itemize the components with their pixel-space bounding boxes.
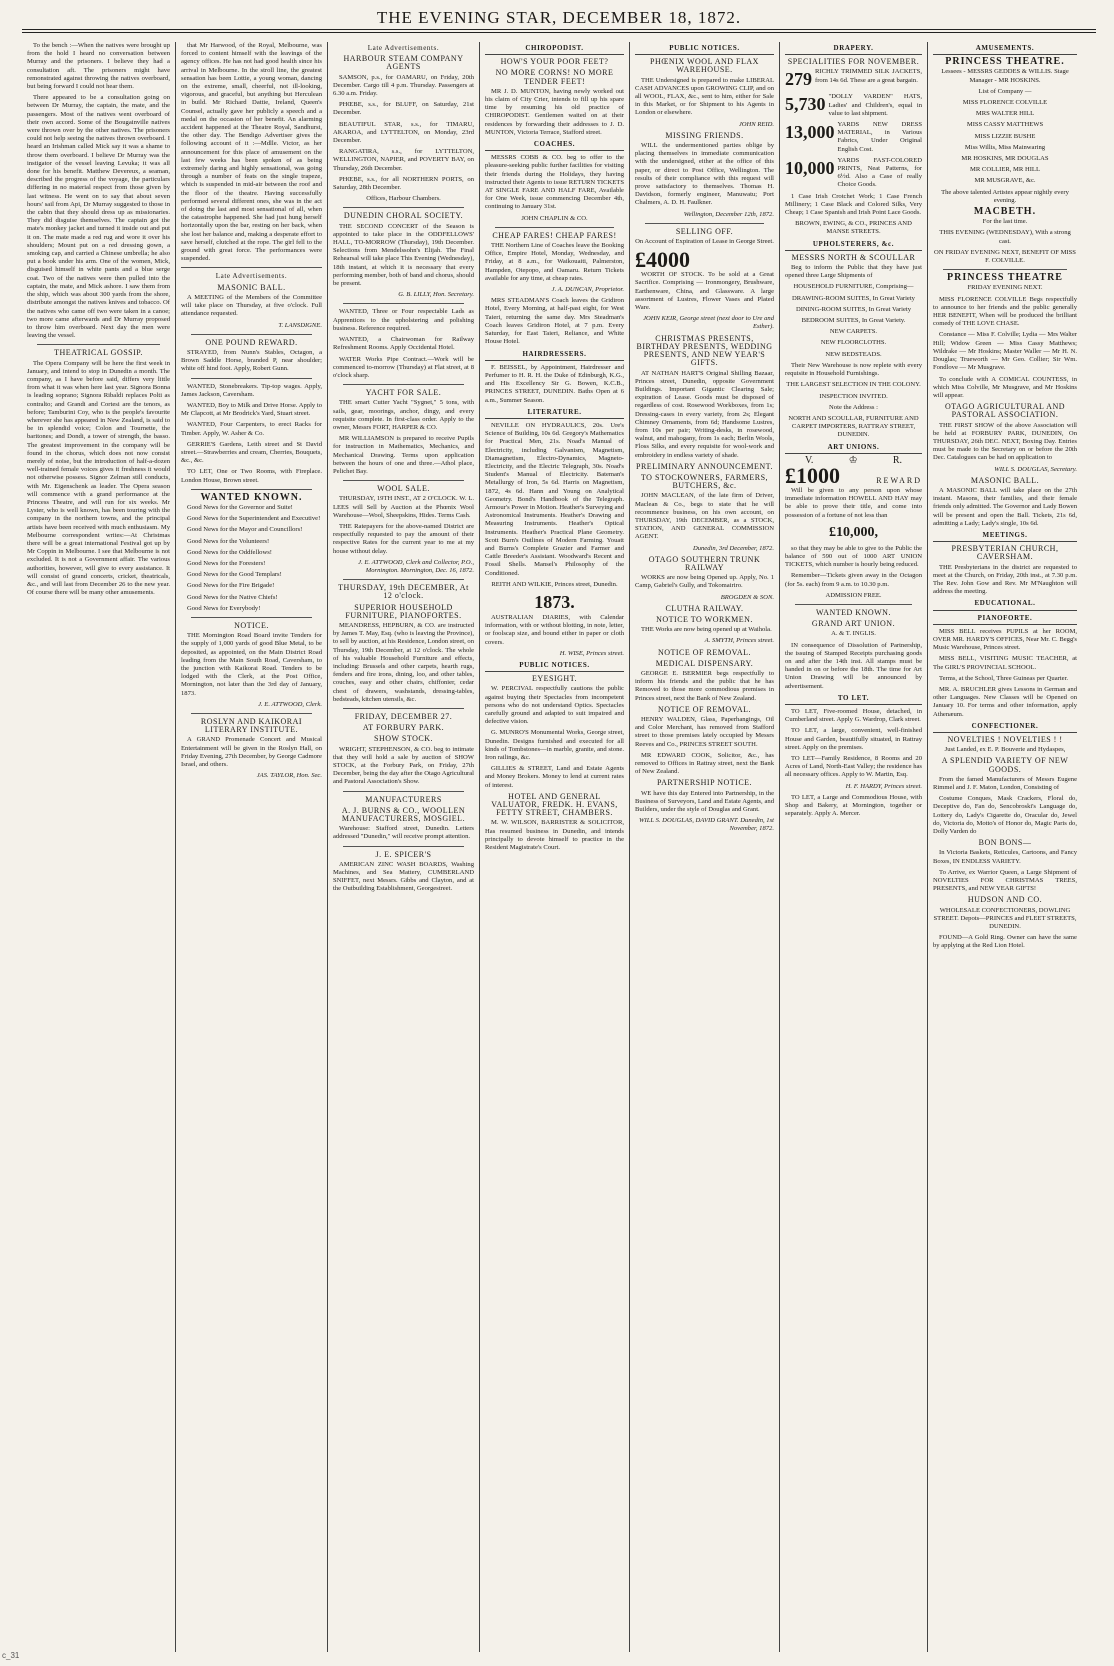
forbury-title: AT FORBURY PARK. (362, 723, 445, 733)
selling-amount: £4000 (635, 247, 690, 273)
divider (343, 303, 464, 304)
notice-body: THE Mornington Road Board invite Tenders for the supply of 1,000 yards of good Blue Metal, to be deposited, as appointed, on the Main District Road leading from the Main South Road, Caversham, to the junction with Kaikorai Road. Tenders to be lodged with the Clerk, at the Post Office, Mornington, not later than the 3rd day of January, 1873. (181, 632, 322, 697)
masthead-rule (22, 30, 1096, 33)
phoenix-sig: JOHN REID. (738, 120, 774, 128)
railway-sig: BROGDEN & SON. (720, 593, 774, 601)
speciality-item (785, 68, 922, 90)
drapery-heading: DRAPERY. (785, 44, 922, 55)
late-ads-heading: Late Advertisements. (215, 272, 288, 281)
literature-heading: LITERATURE. (485, 408, 624, 419)
missing-sig: Wellington, December 12th, 1872. (683, 210, 774, 218)
selling-title: SELLING OFF. (675, 226, 734, 236)
masonic-title: MASONIC BALL. (217, 282, 286, 292)
column-3 (328, 42, 480, 1652)
spicer-title: J. E. SPICER'S (375, 849, 432, 859)
to-let-ad: TO LET, a large, convenient, well-finished House and Garden, beautifully situated, in Rattray street. Apply on the premises. (785, 727, 922, 751)
column-7 (928, 42, 1082, 1652)
theatrical-gossip-title: THEATRICAL GOSSIP. (54, 348, 143, 358)
wanted-ad: WANTED, Stonebreakers. Tip-top wages. Apply, James Jackson, Caversham. (181, 382, 322, 398)
phoenix-title: PHŒNIX WOOL AND FLAX WAREHOUSE. (650, 57, 759, 75)
north-scoullar-title: MESSRS NORTH & SCOULLAR (791, 252, 916, 262)
show-stock-title: SHOW STOCK. (374, 734, 433, 744)
divider (343, 708, 464, 709)
masthead: THE EVENING STAR, DECEMBER 18, 1872. (22, 8, 1096, 30)
court-report-body: There appeared to be a consultation going on between Dr Murray, the captain, the mate, and the passengers. Most of the natives went overboard of their own accord. Some of the Bougainville natives were thrown over by the other natives. The prisoners could not help seeing the natives thrown overboard. I heard an Irishman called Mick say it was a shame to throw them overboard. I believe Dr Murray was the instigator of the vessel leaving Levuka; it was all done for his benefit. Matthew Devereux, a seaman, described the progress of the voyage, the particulars differing in no material respect from those given by last witness. He went on to say that about seven hours' sail from Api, Dr Murray suggested to those in the cabin that they should dress up as missionaries. They did disguise themselves. The captain got the mate's monkey jacket and turned it inside out and put it on. The mate made a red rug and wore it over his shoulders; Mount put on a red dressing gown, a smoking cap, and carried a Chinese umbrella; he also put a book under his arm. One of the women, Mick, disguised himself in white pants and a blue serge coat. Two of the natives were then pulled into the captain, the mate, and Mick ashore. I saw them from the ship, which was about 300 yards from the shore, distribute amongst the natives knives and tobacco. Of the natives who came off two were taken in a canoe; two more came afterwards and Dr Murray proposed to throw him overboard. Next day the men were leaving the vessel. (27, 94, 170, 340)
wk-line: Good News for the Good Templars! (187, 571, 282, 579)
admission-free: ADMISSION FREE. (825, 591, 882, 599)
speciality-text: "DOLLY VARDEN" HATS, Ladies' and Children's, equal in value to last shipment. (828, 93, 922, 117)
bruchler-ad: MR. A. BRUCHLER gives Lessons in German and other Languages. New Classes will be Opened on January 10. For terms and other information, apply Athenæum. (933, 686, 1077, 718)
valuator-title: HOTEL AND GENERAL VALUATOR, FREDK. H. EVANS, FETTY STREET, CHAMBERS. (491, 791, 618, 818)
wk-line: Good News for the Superintendent and Executive! (187, 515, 321, 523)
diary-body: AUSTRALIAN DIARIES, with Calendar information, with or without blotting, in note, letter, or foolscap size, and bound either in paper or cloth covers. (485, 613, 624, 646)
column-2 (176, 42, 328, 1652)
wk-line: Good News for the Governor and Suite! (187, 503, 293, 511)
partnership-title: PARTNERSHIP NOTICE. (656, 778, 753, 788)
presbyterian-title: PRESBYTERIAN CHURCH, CAVERSHAM. (951, 544, 1059, 562)
partnership-body: WE have this day Entered into Partnership, in the Business of Surveyors, Land and Estate Agents, and Builders, under the style of Douglas and Grant. (635, 789, 774, 814)
wanted-ad: WANTED, Three or Four respectable Lads as Apprentices to the upholstering and polishing business. Reference required. (333, 308, 474, 332)
company-member: MISS FLORENCE COLVILLE (962, 99, 1048, 107)
cook-ad: MR EDWARD COOK, Solicitor, &c., has removed to Offices in Rattray street, next the Bank of New Zealand. (635, 751, 774, 776)
wanted-known-list (181, 504, 322, 613)
christmas-body: AT NATHAN HART'S Original Shilling Bazaar, Princes street, Dunedin, opposite Government Buildings. Important Gigantic Clearing Sale; expiration of Lease. Goods must be disposed of regardless of cost. Rosewood Workboxes, from 1s; Dressing-cases in every variety, from 2s; Elegant Chimney Ornaments, from 6d; Handsome Lustres, from 10s per pair; Writing-desks, in rosewood, walnut, and mahogany, from 1s each; Berlin Wools, Floss Silks, and every requisite for wool-work and embroidery in endless variety of shade. (635, 369, 774, 459)
divider (495, 227, 614, 228)
educational-heading: EDUCATIONAL. (933, 599, 1077, 610)
public-notices-heading: PUBLIC NOTICES. (635, 44, 774, 55)
reward-label: REWARD (876, 475, 922, 485)
divider (191, 378, 312, 379)
walden-body: HENRY WALDEN, Glass, Paperhangings, Oil and Color Merchant, has removed from Stafford street to those premises lately occupied by Messrs Reeves and Co., PRINCES STREET SOUTH. (635, 716, 774, 748)
speciality-item (785, 121, 922, 154)
benefit-notice: ON FRIDAY EVENING NEXT, BENEFIT OF MISS F. COLVILLE. (934, 248, 1076, 265)
gossip-continued: that Mr Harwood, of the Royal, Melbourne, was forced to content himself with the leavings of the agency offices. He has not had good health since his arrival in Melbourne. In the stroll line, the greatest sensation has been Lottie, a young woman, dancing on the extreme, small, cheerful, not ill-looking, vigorous, and graceful, but anything but Herculean in build. Mr Richard Dattie, Ireland, Queen's Counsel, actually gave her publicly a speech and a medal on the occasion of her benefit. An alarming accident happened at the Theatre Royal, Sandhurst, the other day. The Bendigo Advertiser gives the following account of it :—Mdlle. Victor, as her announcement for this place of amusement on the last few weeks has been spoken of as being extremely daring and highly sensational, was going through a number of feats on the single trapeze, which is suspended in mid-air between the roof and the floor of the theatre. Having successfully performed several different ones, she was in the act of doing the last and most sensational of all, when the catastrophe happened. She had just hung herself horizontally upon the bar, resting on her back, when she lost her balance and, making a desperate effort to save herself, clutched at the rope. The girl fell to the ground with great force. The performances were suspended. (181, 42, 322, 263)
wk-line: Good News for Everybody! (187, 604, 261, 612)
uph-item: DINING-ROOM SUITES, In Great Variety (795, 305, 912, 313)
missing-body: WILL the undermentioned parties oblige by placing themselves in immediate communication with the undersigned, either at the office of this paper, or direct to Post Office, Wellington. The results of their compliance with this request will prove satisfactory to themselves. Thomas H. Davidson, formerly engineer, Manuwatu; Port Chalmers, A. D. H. Faulkner. (635, 142, 774, 207)
cheap-fares-sig: J. A. DUNCAN, Proprietor. (551, 286, 624, 294)
speciality-text: YARDS FAST-COLORED PRINTS, Neat Patterns, for 6½d. Also a Case of really Choice Goods. (837, 156, 922, 189)
grand-art-union: GRAND ART UNION. (811, 619, 896, 629)
fortune-sum: £10,000, (829, 524, 878, 540)
gillies-ad: GILLIES & STREET, Land and Estate Agents and Money Brokers. Money to lend at current rates of interest. (485, 765, 624, 789)
presbyterian-body: THE Presbyterians in the district are requested to meet at the Church, on Friday, 20th inst., at 7.30 p.m. The Rev. John Gow and Rev. Mr M'Naughton will address the meeting. (933, 563, 1077, 596)
masonic-sig: T. LANSDIGNE. (278, 321, 322, 329)
christmas-title: CHRISTMAS PRESENTS, BIRTHDAY PRESENTS, WEDDING PRESENTS, AND NEW YEAR'S GIFTS. (636, 333, 773, 368)
lessees: Lessees - MESSRS GEDDES & WILLIS. Stage Manager - MR HOSKINS. (941, 68, 1069, 84)
choral-body: THE SECOND CONCERT of the Season is appointed to take place in the ODDFELLOWS' HALL, TO-MORROW (Thursday), 19th December. Selections from Mendelssohn's Elijah. The Final Rehearsal will take place This Evening (Wednesday), 18th instant, at which it is necessary that every performing member, both of band and chorus, should be present. (333, 222, 474, 288)
wanted-ad: WANTED, Four Carpenters, to erect Racks for Timber. Apply, W. Asher & Co. (181, 421, 322, 437)
divider (343, 384, 464, 385)
uph-item: DRAWING-ROOM SUITES, In Great Variety (792, 294, 915, 302)
walden-title: NOTICE OF REMOVAL. (657, 704, 752, 714)
wanted-ad: WANTED, a Chairwoman for Railway Refreshment Rooms. Apply Occidental Hotel. (333, 336, 474, 352)
speciality-number: 13,000 (785, 122, 835, 143)
wool-title: WOOL SALE. (377, 484, 430, 494)
divider (191, 713, 312, 714)
comical-countess: To conclude with A COMICAL COUNTESS, in which Miss Colville, Mr Musgrave, and Mr Hoskins will appear. (933, 375, 1077, 399)
company-member: MR MUSGRAVE, &c. (974, 177, 1036, 185)
notice-title: NOTICE. (234, 620, 269, 630)
selling-body: WORTH OF STOCK. To be sold at a Great Sacrifice. Comprising — Ironmongery, Brushware, Earthenware, China, and Glassware. A large assortment of Lustres, Flower Vases and Plated Ware. (635, 271, 774, 312)
love-chase-cast: Constance — Miss F. Colville; Lydia — Mrs Walter Hill; Widow Green — Miss Cassy Matthews; Wildrake — Mr Hoskins; Master Waller — Mr H. N. Douglas; Trueworth — Mr Geo. Collier; Sir Wm. Fondlove — Mr Musgrave. (933, 331, 1077, 372)
wanted-ad: GERRIE'S Gardens, Leith street and St David street.—Strawberries and cream, Cherries, Bouquets, &c., &c. (181, 440, 322, 465)
prelim-sig: Dunedin, 3rd December, 1872. (692, 544, 774, 552)
coaches-body: MESSRS COBB & CO. beg to offer to the pleasure-seeking public further facilities for visiting their friends during the Holidays, they having instructed their Agents to issue RETURN TICKETS AT SINGLE FARE AND HALF FARE, Available for One Week, issue commencing December 4th, continuing to January 31st. (485, 154, 624, 211)
uph-item: NEW FLOORCLOTHS. (820, 339, 887, 347)
speciality-text: YARDS NEW DRESS MATERIAL, in Various Fabrics, Under Original English Cost. (837, 121, 922, 153)
edge-mark: c_31 (2, 1651, 20, 1660)
vr-left: V. (805, 454, 814, 466)
company-list-title: List of Company — (978, 87, 1032, 95)
company-member: Miss Willis, Miss Mainwaring (964, 143, 1046, 151)
chiropodist-heading: CHIROPODIST. (485, 44, 624, 55)
wool-body: THURSDAY, 19TH INST., AT 2 O'CLOCK. W. L. LEES will Sell by Auction at the Phœnix Wool Warehouse—Wool, Sheepskins, Hides. Terms Cash. (333, 495, 474, 519)
benefit-body: MISS FLORENCE COLVILLE Begs respectfully to announce to her friends and the public generally HER BENEFIT, When will be produced the brilliant comedy of THE LOVE CHASE. (933, 295, 1077, 328)
otago-show-sig: WILL S. DOUGLAS, Secretary. (994, 465, 1077, 473)
hudson-title: HUDSON AND CO. (967, 895, 1043, 905)
column-1 (22, 42, 176, 1652)
divider (191, 334, 312, 335)
speciality-number: 279 (785, 69, 812, 90)
friday-date: FRIDAY, DECEMBER 27. (354, 712, 453, 722)
specialities-title: SPECIALITIES FOR NOVEMBER. (787, 57, 920, 67)
company-member: MISS CASSY MATTHEWS (966, 121, 1044, 129)
steadman-coach: MRS STEADMAN'S Coach leaves the Gridiron Hotel, Every Morning, at half-past eight, for West Taieri, returning the same day. Mrs Steadman's Coach leaves Gridiron Hotel, at 7 p.m. Every Saturday, for East Taieri, Reliance, and White House Hotel. (485, 297, 624, 346)
divider (343, 579, 464, 580)
tuition-ad: MR WILLIAMSON is prepared to receive Pupils for instruction in Mathematics, Mechanics, and Mechanical Drawing. Terms upon application between the hours of one and three.—Athol place, Pelichet Bay. (333, 435, 474, 475)
wk-line: Good News for the Fire Brigade! (187, 582, 275, 590)
hudson-body: WHOLESALE CONFECTIONERS, DOWLING STREET. Depots—PRINCES and FLEET STREETS, DUNEDIN. (933, 906, 1077, 931)
company-member: MRS WALTER HILL (975, 110, 1035, 118)
eyesight-body: W. PERCIVAL respectfully cautions the public against buying their Spectacles from incompetent persons who do not understand Optics. Spectacles carefully ground and adapted to suit impaired and defective vision. (485, 685, 624, 726)
prelim-sub: TO STOCKOWNERS, FARMERS, BUTCHERS, &c. (640, 472, 769, 491)
ship-ad: PHŒBE, s.s., for all NORTHERN PORTS, on Saturday, 28th December. (333, 175, 474, 192)
columns (22, 42, 1096, 1652)
art-union-body2: so that they may be able to give to the Public the balance of 590 out of 1000 ART UNION TICKETS, which number is hourly being reduced. (785, 544, 922, 569)
missing-title: MISSING FRIENDS. (665, 130, 744, 140)
crest-icon: ♔ (848, 454, 858, 466)
company-member: MR HOSKINS, MR DOUGLAS (961, 155, 1049, 163)
literature-sig: REITH AND WILKIE, Princes street, Dunedin. (491, 580, 618, 588)
divider (645, 223, 764, 224)
reward-line (785, 462, 922, 488)
institute-body: A GRAND Promenade Concert and Musical Entertainment will be given in the Roslyn Hall, on Friday Evening, 27th December, by George Cadmore Israel, and others. (181, 736, 322, 769)
wk-line: Good News for the Mayor and Councillors! (187, 526, 303, 534)
crackers-list: Costume Conques, Mask Crackers, Floral do, Deceptive do, Fan do, Sencobroski's Language do, Lottery do, Lady's Cigarette do, Oracular do, Jewel do, Victoria do, Motto's of Honor do, Magic Paris do, Dolly Varden do (933, 795, 1077, 836)
selling-sig: JOHN KEIR, George street (next door to Ure and Esther). (643, 315, 774, 331)
furniture-title: SUPERIOR HOUSEHOLD FURNITURE, PIANOFORTES. (345, 602, 462, 620)
coaches-sig: JOHN CHAPLIN & CO. (521, 214, 588, 222)
column-5 (630, 42, 780, 1652)
artistes-note: The above talented Artistes appear nightly every evening. (941, 188, 1069, 204)
clutha-sub: NOTICE TO WORKMEN. (656, 614, 753, 624)
chiropodist-title: HOW'S YOUR POOR FEET? (500, 57, 609, 67)
company-member: MR COLLIER, MR HILL (970, 166, 1040, 174)
wilson-ad: M. W. WILSON, BARRISTER & SOLICITOR, Has resumed business in Dunedin, and intends principally to devote himself to practice in the Resident Magistrate's Court. (485, 819, 624, 852)
masonic-ball-body: A MASONIC BALL will take place on the 27th instant. Masons, their families, and their female friends only admitted. The Governor and Lady Bowen will be present and open the Ball. Tickets, 21s 6d, admitting a Lady; Lady's single, 10s 6d. (933, 486, 1077, 527)
mosgiel-title: A. J. BURNS & CO., WOOLLEN MANUFACTURERS, MOSGIEL. (341, 805, 466, 824)
uph-item: NEW CARPETS. (829, 328, 878, 336)
diary-year: 1873. (534, 591, 575, 612)
speciality-text: RICHLY TRIMMED SILK JACKETS, from 14s 6d. These are a great bargain. (815, 68, 922, 84)
clutha-title: CLUTHA RAILWAY. (665, 603, 744, 613)
harbour-title: HARBOUR STEAM COMPANY AGENTS (343, 54, 464, 72)
wk-line: Good News for the Oddfellows! (187, 548, 272, 556)
inglis-body: IN consequence of Dissolution of Partnership, the issuing of Stamped Receipts purchasing goods on and after the 14th inst. All stamps must be handed in on or before the 18th. The time for Art Union Drawing will be announced by advertisement. (785, 641, 922, 690)
speciality-item (785, 157, 922, 190)
ship-ad: BEAUTIFUL STAR, s.s., for TIMARU, AKAROA, and LYTTELTON, on Monday, 23rd December. (333, 120, 474, 145)
divider (343, 846, 464, 847)
to-let-ad: TO LET—Family Residence, 8 Rooms and 20 Acres of Land, North-East Valley; the residence has all necessary offices. Apply to W. Martin, Esq. (785, 755, 922, 779)
cheap-fares-title: CHEAP FARES! CHEAP FARES! (492, 230, 617, 240)
north-scoullar-sig: NORTH AND SCOULLAR, FURNITURE AND CARPET IMPORTERS, RATTRAY STREET, DUNEDIN. (788, 414, 919, 439)
otago-show-title: OTAGO AGRICULTURAL AND PASTORAL ASSOCIATION. (945, 402, 1065, 420)
address-note: Note the Address : (829, 403, 878, 411)
dispensary-body: GEORGE E. BERMIER begs respectfully to inform his friends and the public that he has Removed to those more commodious premises in Princes street, next the Bank of New Zealand. (635, 670, 774, 702)
yacht-body: THE smart Cutter Yacht "Sygnet," 5 tons, with sails, gear, moorings, anchor, dingy, and every requisite complete. In first-class order. Apply to the owner, Messrs FORT, HARPER & CO. (333, 399, 474, 431)
ship-ad: RANGATIRA, s.s., for LYTTELTON, WELLINGTON, NAPIER, and POVERTY BAY, on Thursday, 26th December. (333, 148, 474, 172)
company-member: MISS LIZZIE BUSHE (974, 132, 1036, 140)
cheap-fares-body: THE Northern Line of Coaches leave the Booking Office, Empire Hotel, Monday, Wednesday, and Friday, at 8 a.m., for Waikouaiti, Palmerston, Hampden, Otepopo, and Oamaru. Return Tickets available for any time, at cheap rates. (485, 242, 624, 282)
munro-ad: G. MUNRO'S Monumental Works, George street, Dunedin. Designs furnished and executed for all kinds of Tombstones—in marble, granite, and stone. Iron railings, &c. (485, 729, 624, 762)
harbour-sig: Offices, Harbour Chambers. (366, 195, 441, 203)
this-evening: THIS EVENING (WEDNESDAY), With a strong cast. (939, 229, 1071, 245)
institute-title: ROSLYN AND KAIKORAI LITERARY INSTITUTE. (200, 717, 303, 735)
last-time: For the last time. (982, 218, 1028, 226)
reward-amount: £1000 (785, 462, 840, 488)
wk-line: Good News for the Native Chiefs! (187, 593, 278, 601)
divider (191, 489, 312, 490)
uph-item: BEDROOM SUITES, In Great Variety. (801, 317, 906, 325)
removal-title: NOTICE OF REMOVAL. (657, 647, 752, 657)
column-4 (480, 42, 630, 1652)
upholsterers-heading: UPHOLSTERERS, &c. (785, 240, 922, 251)
wanted-known-title: WANTED KNOWN. (816, 607, 891, 617)
inspection-invited: INSPECTION INVITED. (819, 392, 888, 400)
to-let-sig: H. F. HARDY, Princes street. (845, 782, 922, 790)
uph-item: NEW BEDSTEADS. (825, 350, 882, 358)
railway-body: WORKS are now being Opened up. Apply, No. 1 Camp, Gabriel's Gully, and Tokomairiro. (635, 574, 774, 590)
wanted-ad: WANTED, Boy to Milk and Drive Horse. Apply to Mr Clapcott, at Mr Brodrick's Yard, Stuart street. (181, 401, 322, 418)
to-let-heading: TO LET. (785, 694, 922, 705)
spicer-body: AMERICAN ZINC WASH BOARDS, Washing Machines, and Sea Mattery, CUMBERLAND SNIFFET, next Messrs. Gibbs and Clayton, and at the Outbuilding Establishment, Georgestreet. (333, 860, 474, 893)
art-union-body: Will be given to any person upon whose immediate information HOWELL AND HAY may be able to prove their title, and come into possession of a fortune of not less than (785, 486, 922, 519)
court-report-lead: To the bench :—When the natives were brought up from the hold I heard no conversation between Murray and the prisoners. I believe they had a consultation aft. The prisoners might have remonstrated against throwing the natives overboard, but being forward I could not hear them. (27, 42, 170, 91)
uph-item: HOUSEHOLD FURNITURE, Comprising— (793, 283, 914, 291)
beissel-ad: F. BEISSEL, by Appointment, Hairdresser and Perfumer to H. R. H. the Duke of Edinburgh, K.G., and His Excellency Sir G. Bowen, K.C.B., PRINCES STREET, DUNEDIN. Baths Open at 6 a.m., Summer Season. (485, 363, 624, 404)
splendid-body: From the famed Manufacturers of Messrs Eugene Rimmel and J. F. Maton, London, Consisting of (933, 775, 1077, 792)
miss-bell-terms: Terms, at the School, Three Guineas per Quarter. (939, 674, 1069, 682)
bonbons-body: In Victoria Baskets, Reticules, Cartoons, and Fancy Boxes, IN ENDLESS VARIETY. (933, 849, 1077, 865)
amusements-heading: AMUSEMENTS. (933, 44, 1077, 55)
novelties-title: NOVELTIES ! NOVELTIES ! ! (947, 735, 1063, 745)
mosgiel-body: Warehouse: Stafford street, Dunedin. Letters addressed "Dunedin," will receive prompt attention. (333, 825, 474, 841)
furniture-date: THURSDAY, 19th DECEMBER, At 12 o'clock. (338, 583, 469, 601)
largest-selection: THE LARGEST SELECTION IN THE COLONY. (786, 381, 921, 389)
literature-body: NEVILLE ON HYDRAULICS, 20s. Ure's Science of Building, 10s 6d. Gregory's Mathematics for Practical Men, 21s. Noad's Manual of Electricity, including Galvanism, Magnetism, Diamagnetism, Electro-Dynamics, Magneto-Electricity, and the Electric Telegraph, 30s. Noad's Student's Manual of Electricity. Bateman's Metallurgy of Iron, 5s 6d. Harris on Magnetism, 1872, 4s 6d. Hann and Young on Analytical Geometry. Bond's Handbook of the Telegraph. Armour's Power in Motion. Heather's Surveying and Astronomical Instruments. Heather's Drawing and Measuring Instruments. Heather's Optical Instruments. Heather's Practical Plane Geometry. Scott Burn's Outlines of Modern Farming. Youatt and Burns's Complete Grazier and Farmer and Cattle Breeder's Assistant. Woodward's Recent and Fossil Shells. Mansel's Philosophy of the Conditioned. (485, 421, 624, 577)
wk-line: Good News for the Foresters! (187, 559, 266, 567)
hairdressers-heading: HAIRDRESSERS. (485, 350, 624, 361)
wanted-ad: WATER Works Pipe Contract.—Work will be commenced to-morrow (Thursday) at Flat street, at 8 o'clock sharp. (333, 355, 474, 379)
reward-body: STRAYED, from Nunn's Stables, Octagon, a Brown Saddle Horse, branded P, near shoulder; white off hind foot. Apply, Robert Gunn. (181, 348, 322, 373)
divider (795, 604, 912, 605)
clutha-sig: A. SMYTH, Princes street. (704, 637, 774, 645)
masonic-body: A MEETING of the Members of the Committee will take place on Thursday, at five o'clock. Full attendance requested. (181, 293, 322, 318)
coaches-heading: COACHES. (485, 140, 624, 151)
miss-bell-ad: MISS BELL receives PUPILS at her ROOM, OVER MR. HARDY'S OFFICES, Near Mr. C. Begg's Music Warehouse, Princes street. (933, 627, 1077, 652)
macbeth-title: MACBETH. (973, 206, 1037, 218)
wanted-ad: TO LET, One or Two Rooms, with Fireplace. London House, Brown street. (181, 468, 322, 484)
inglis-name: A. & T. INGLIS. (831, 630, 876, 638)
divider (191, 617, 312, 618)
confectioner-heading: CONFECTIONER. (933, 722, 1077, 733)
notice-sig: J. E. ATTWOOD, Clerk. (258, 700, 322, 708)
found-ad: FOUND—A Gold Ring. Owner can have the same by applying at the Red Lion Hotel. (933, 934, 1077, 950)
railway-title: OTAGO SOUTHERN TRUNK RAILWAY (648, 554, 761, 572)
divider (343, 480, 464, 481)
partnership-sig: WILL S. DOUGLAS, DAVID GRANT. Dunedin, 1st November, 1872. (639, 817, 774, 833)
eyesight-title: EYESIGHT. (531, 674, 577, 684)
otago-show-body: THE FIRST SHOW of the above Association will be held at FORBURY PARK, DUNEDIN, On THURSDAY, 26th DEC. NEXT, Boxing Day. Entries must be made to the Secretary on or before the 20th Dec. Catalogues can be had on application to (933, 421, 1077, 462)
wk-line: Good News for the Volunteers! (187, 537, 270, 545)
friday-evening: FRIDAY EVENING NEXT. (967, 284, 1043, 292)
late-ads-heading: Late Advertisements. (367, 44, 440, 52)
choral-title: DUNEDIN CHORAL SOCIETY. (343, 211, 464, 221)
art-unions-heading: ART UNIONS. (785, 443, 922, 454)
institute-sig: JAS. TAYLOR, Hon. Sec. (256, 772, 322, 780)
selling-sub: On Account of Expiration of Lease in George Street. (635, 238, 774, 246)
newspaper-page (22, 8, 1096, 1656)
chiropodist-sub: NO MORE CORNS! NO MORE TENDER FEET! (495, 68, 614, 86)
to-let-ad: TO LET, a Large and Commodious House, with Shop and Bakery, at Mornington, together or separately. Apply A. Mercer. (785, 793, 922, 818)
north-scoullar-body: Beg to inform the Public that they have just opened three Large Shipments of (785, 264, 922, 280)
to-let-ad: TO LET, Five-roomed House, detached, in Cumberland street. Apply G. Wardrop, Clark street. (785, 707, 922, 724)
princess-theatre-title: PRINCESS THEATRE. (945, 56, 1065, 68)
bonbons-title: BON BONS— (978, 838, 1032, 848)
choral-sig: G. B. LILLY, Hon. Secretary. (398, 291, 474, 299)
clutha-body: THE Works are now being opened up at Waihola. (641, 626, 772, 634)
miss-bell-teacher: MISS BELL, VISITING MUSIC TEACHER, at The GIRL'S PROVINCIAL SCHOOL. (933, 655, 1077, 671)
wanted-known-title: WANTED KNOWN. (200, 491, 303, 503)
furniture-body: MEANDRESS, HEPBURN, & CO. are instructed by James T. May, Esq. (who is leaving the Province), to sell by auction, at his Residence, London street, on Thursday, 19th December, at 12 o'clock. The whole of his valuable Household Furniture and effects, including: Brussels and other carpets, hearth rugs, fenders and fire irons, dining, loo, and other tables, couches, easy and other chairs, chiffonier, cedar chest of drawers, washstands, dressing-tables, bedsteads, kitchen utensils, &c. (333, 621, 475, 703)
rates-notice: THE Ratepayers for the above-named District are respectfully requested to pay the amount of their respective Rates for the current year to me at my house without delay. (333, 522, 474, 555)
manufacturers-title: MANUFACTURERS (365, 794, 442, 804)
just-landed: Just Landed, ex E. P. Bouverie and Hydaspes, (944, 746, 1066, 754)
princess-theatre-title-2: PRINCESS THEATRE (947, 272, 1063, 284)
ship-ad: SAMSON, p.s., for OAMARU, on Friday, 20th December. Cargo till 4 p.m. Thursday. Passengers at 6.30 a.m. Friday. (333, 73, 474, 98)
divider (181, 267, 322, 268)
masonic-ball-title: MASONIC BALL. (970, 475, 1040, 485)
speciality-number: 10,000 (785, 157, 835, 178)
warehouse-note: Their New Warehouse is now replete with every requisite in Household Furnishings. (785, 361, 922, 378)
theatrical-gossip-body: The Opera Company will be here the first week in January, and intend to stop in Dunedin a month. The company, as I have before said, differs very little from what it was when here last year. Signora Bonna is leading soprano; Signora Ribaldi replaces Polti as contralto; and Grandi and Cortesi are the tenors, as before; Tamburini Coy, who is the people's favourite wherever she has appeared in New Zealand, is said to be in splendid voice; Colon and Tournette, the baritones; and Dondi, a tower of strength, the basso. The greatest improvement in the company will be found in the chorus, which does not now consist merely of noise, but the introduction of half-a-dozen well-trained female voices gives it freshness it would not otherwise possess. Signor Zelman still conducts, with Mr. Eigenschenk as leader. The Opera season will commence with a grand performance at the Princess Theatre, and will run for six weeks. Mr Lyster, who is well known, has been touring with the company in the northern towns, and the principal artists have been received with much enthusiasm. My Melbourne correspondent writes:—At Christmas there will be a great international Festival got up by Mr Coppin in Melbourne. I see that Melbourne is not excluded. It is not a Government affair. The various authorities, however, will give to every assistance. It will consist of grand concerts, cricket, theatricals, &c., and will last from December 26 to the new year. Of course there will be many other amusements. (27, 359, 170, 597)
divider (343, 207, 464, 208)
meetings-heading: MEETINGS. (933, 531, 1077, 542)
to-arrive: To Arrive, ex Warrior Queen, a Large Shipment of NOVELTIES FOR CHRISTMAS TREES, PRESENTS, and NEW YEAR GIFTS! (933, 868, 1077, 893)
vr-right: R. (892, 454, 902, 466)
reward-title: ONE POUND REWARD. (205, 337, 298, 347)
diary-sig: H. WISE, Princes street. (559, 649, 624, 657)
speciality-number: 5,730 (785, 94, 826, 115)
divider (943, 269, 1067, 270)
pianoforte-heading: PIANOFORTE. (933, 614, 1077, 625)
brown-ewing-sig: BROWN, EWING, & CO., PRINCES AND MANSE STREETS. (795, 220, 912, 236)
phoenix-body: THE Undersigned is prepared to make LIBERAL CASH ADVANCES upon GROWING CLIP, and on all WOOL, FLAX, &c., sent to him, either for Sale in this Market, or for Shipment to his Agents in London or elsewhere. (635, 76, 774, 117)
prelim-body: JOHN MACLEAN, of the late firm of Driver, Maclean & Co., begs to state that he will recommence business, on his own account, on THURSDAY, 19th DECEMBER, as a STOCK, STATION, AND GENERAL COMMISSION AGENT. (635, 492, 774, 541)
chiropodist-body: MR J. D. MUNTON, having newly worked out his claim of City Crier, intends to fill up his spare time by resuming his old practice of CHIROPODIST. Gentlemen waited on at their residences by forwarding their addresses to J. D. MUNTON, Victoria Terrace, Stafford street. (485, 87, 624, 136)
ship-ad: PHŒBE, s.s., for BLUFF, on Saturday, 21st December. (333, 101, 474, 117)
rates-sig: J. E. ATTWOOD, Clerk and Collector, P.O., Mornington. Mornington, Dec. 16, 1872. (358, 558, 474, 574)
divider (343, 791, 464, 792)
cases-list: 1 Case Irish Crotchet Work; 1 Case French Millinery; 1 Case Black and Colored Silks, Very Cheap; 1 Case Spanish and Irish Point Lace Goods. (785, 192, 922, 217)
column-6 (780, 42, 928, 1652)
remember-note: Remember—Tickets given away in the Octagon (for 5s. each) from 9 a.m. to 10.30 p.m. (785, 572, 922, 588)
prelim-title: PRELIMINARY ANNOUNCEMENT. (636, 461, 773, 471)
divider (37, 344, 160, 345)
speciality-item (785, 93, 922, 118)
show-stock-body: WRIGHT, STEPHENSON, & CO. beg to intimate that they will hold a sale by auction of SHOW STOCK, at the Forbury Park, on Friday, 27th December, being the day after the Otago Agricultural and Pastoral Association's Show. (333, 745, 474, 786)
splendid-title: A SPLENDID VARIETY OF NEW GOODS. (941, 756, 1069, 774)
public-notices-heading: PUBLIC NOTICES. (485, 661, 624, 672)
dispensary-title: MEDICAL DISPENSARY. (655, 658, 754, 668)
yacht-title: YACHT FOR SALE. (365, 388, 442, 398)
